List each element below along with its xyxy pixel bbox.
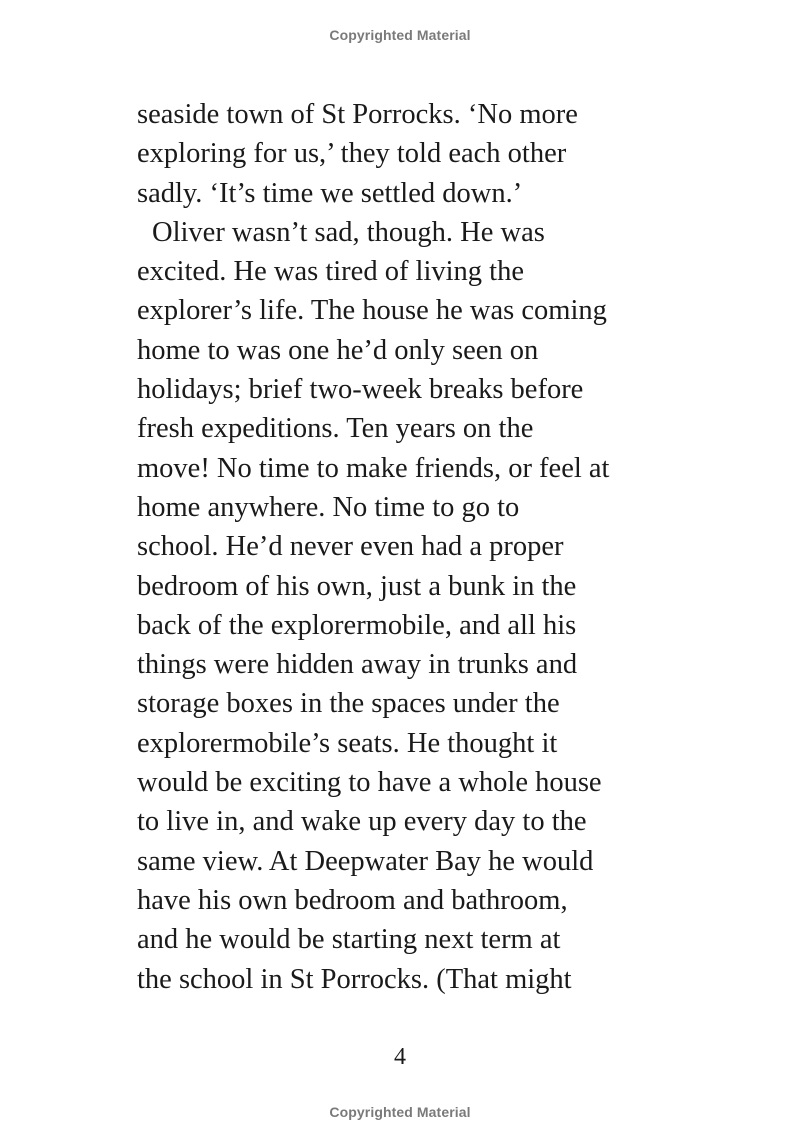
text-line: exploring for us,’ they told each other (137, 138, 567, 170)
text-line: storage boxes in the spaces under the (137, 688, 560, 720)
text-line: bedroom of his own, just a bunk in the (137, 570, 577, 602)
text-line: seaside town of St Porrocks. ‘No more (137, 99, 578, 130)
text-line: have his own bedroom and bathroom, (137, 884, 568, 916)
text-line: school. He’d never even had a proper (137, 531, 564, 563)
text-line: home anywhere. No time to go to (137, 491, 520, 523)
text-line: home to was one he’d only seen on (137, 334, 539, 366)
body-text (137, 95, 697, 999)
text-line: the school in St Porrocks. (That might (137, 963, 572, 995)
text-line: explorer’s life. The house he was coming (137, 295, 607, 327)
text-line: and he would be starting next term at (137, 924, 561, 956)
text-line: to live in, and wake up every day to the (137, 806, 587, 838)
text-line: Oliver wasn’t sad, though. He was (152, 216, 545, 248)
text-line: sadly. ‘It’s time we settled down.’ (137, 177, 523, 209)
text-line: things were hidden away in trunks and (137, 649, 578, 681)
page-number: 4 (394, 1044, 406, 1070)
text-line: fresh expeditions. Ten years on the (137, 413, 534, 445)
text-line: excited. He was tired of living the (137, 256, 525, 288)
text-line: back of the explorermobile, and all his (137, 609, 577, 641)
copyright-watermark-bottom: Copyrighted Material (329, 1104, 471, 1120)
text-line: would be exciting to have a whole house (137, 767, 602, 799)
text-line: same view. At Deepwater Bay he would (137, 845, 594, 877)
text-line: explorermobile’s seats. He thought it (137, 727, 558, 759)
copyright-watermark-top: Copyrighted Material (329, 27, 471, 43)
text-line: holidays; brief two-week breaks before (137, 374, 584, 406)
text-line: move! No time to make friends, or feel at (137, 452, 610, 484)
